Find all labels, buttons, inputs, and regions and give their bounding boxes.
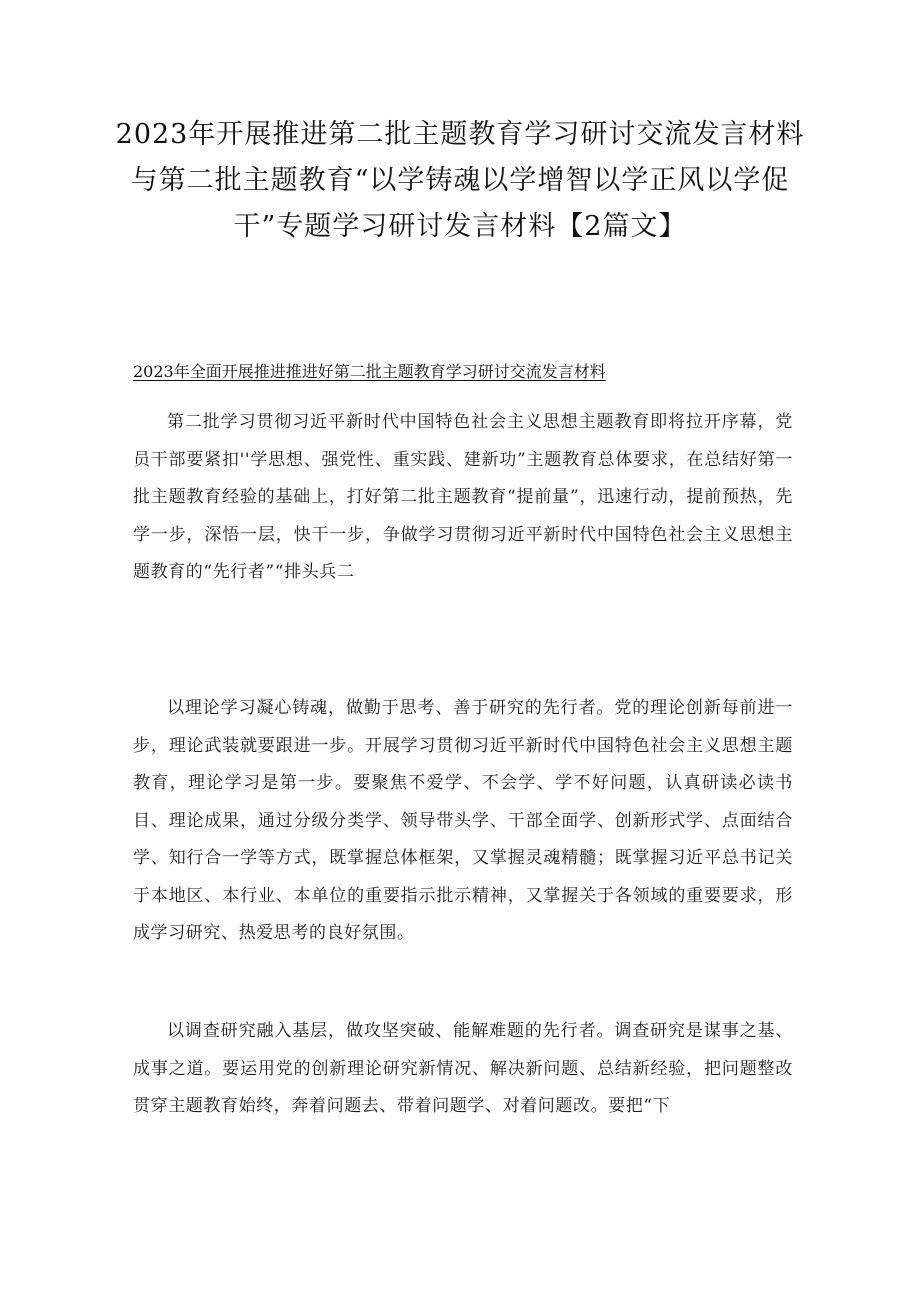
section-heading: 2023年全面开展推进推进好第二批主题教育学习研讨交流发言材料 [133,362,606,381]
paragraph-theory-study: 以理论学习凝心铸魂，做勤于思考、善于研究的先行者。党的理论创新每前进一步，理论武装就要跟进一步。开展学习贯彻习近平新时代中国特色社会主义思想主题教育，理论学习是第一步。要聚焦不爱学、不会学、学不好问题，认真研读必读书目、理论成果，通过分级分类学、领导带头学、干部全面学、创新形式学、点面结合学、知行合一学等方式，既掌握总体框架，又掌握灵魂精髓；既掌握习近平总书记关于本地区、本行业、本单位的重要指示批示精神，又掌握关于各领域的重要要求，形成学习研究、热爱思考的良好氛围。 [133,698,793,943]
document-title: 2023年开展推进第二批主题教育学习研讨交流发言材料与第二批主题教育“以学铸魂以学增智以学正风以学促干”专题学习研讨发言材料【2篇文】 [115,119,805,242]
paragraph-intro: 第二批学习贯彻习近平新时代中国特色社会主义思想主题教育即将拉开序幕，党员干部要紧扣''学思想、强党性、重实践、建新功”主题教育总体要求，在总结好第一批主题教育经验的基础上，打好第二批主题教育“提前量”，迅速行动，提前预热，先学一步，深悟一层，快干一步，争做学习贯彻习近平新时代中国特色社会主义思想主题教育的“先行者”“排头兵二 [133,412,793,582]
paragraph-investigation: 以调查研究融入基层，做攻坚突破、能解难题的先行者。调查研究是谋事之基、成事之道。要运用党的创新理论研究新情况、解决新问题、总结新经验，把问题整改贯穿主题教育始终，奔着问题去、带着问题学、对着问题改。要把“下 [133,1021,793,1116]
